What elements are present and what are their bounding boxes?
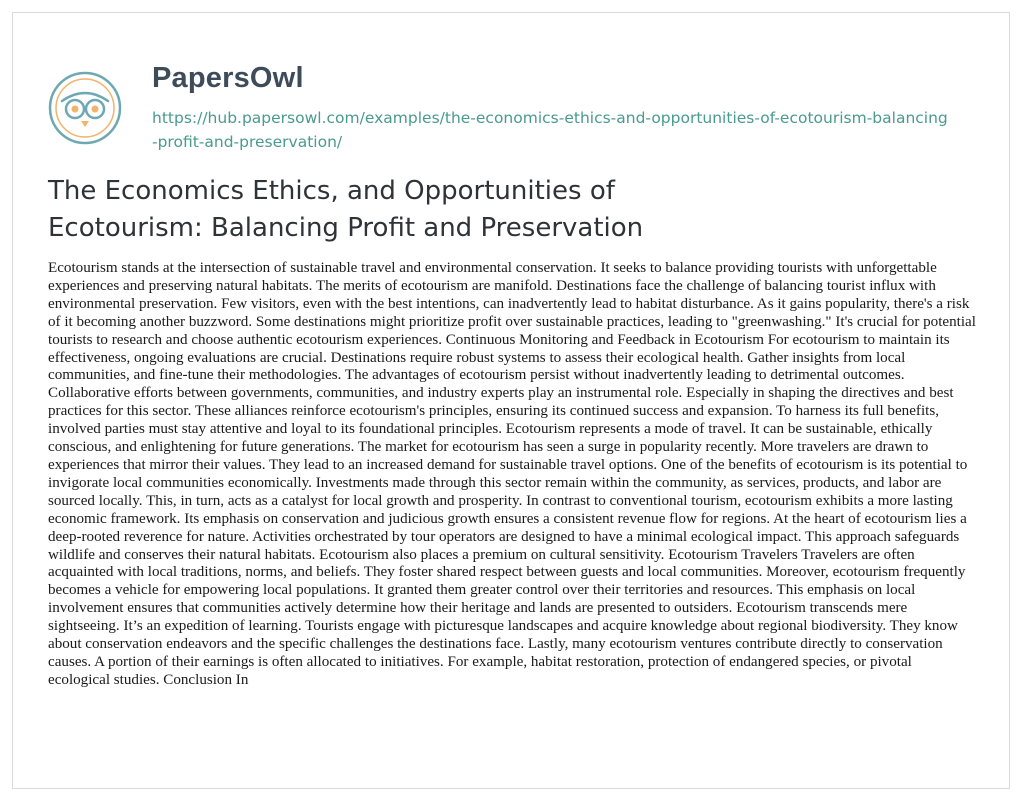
owl-logo-icon[interactable] bbox=[48, 71, 122, 145]
source-url-link[interactable]: https://hub.papersowl.com/examples/the-economics-ethics-and-opportunities-of-ecotourism-balancing-profit-and-preservation/ bbox=[152, 109, 948, 151]
article-body: Ecotourism stands at the intersection of sustainable travel and environmental conservation. It seeks to balance providing tourists with unforgettable experiences and preserving natural habitats. The merits of ecotourism are manifold. Destinations face the challenge of balancing tourist influx with environmental preservation. Few visitors, even with the best intentions, can inadvertently lead to habitat disturbance. As it gains popularity, there's a risk of it becoming another buzzword. Some destinations might prioritize profit over sustainable practices, leading to "greenwashing." It's crucial for potential tourists to research and choose authentic ecotourism experiences. Continuous Monitoring and Feedback in Ecotourism For ecotourism to maintain its effectiveness, ongoing evaluations are crucial. Destinations require robust systems to assess their ecological health. Gather insights from local communities, and fine-tune their methodologies. The advantages of ecotourism persist without inadvertently leading to detrimental outcomes. Collaborative efforts between governments, communities, and industry experts play an instrumental role. Especially in shaping the directives and best practices for this sector. These alliances reinforce ecotourism's principles, ensuring its continued success and expansion. To harness its full benefits, involved parties must stay attentive and loyal to its foundational principles. Ecotourism represents a mode of travel. It can be sustainable, ethically conscious, and enlightening for future generations. The market for ecotourism has seen a surge in popularity recently. More travelers are drawn to experiences that mirror their values. They lead to an increased demand for sustainable travel options. One of the benefits of ecotourism is its potential to invigorate local communities economically. Investments made through this sector remain within the community, as services, products, and labor are sourced locally. This, in turn, acts as a catalyst for local growth and prosperity. In contrast to conventional tourism, ecotourism exhibits a more lasting economic framework. Its emphasis on conservation and judicious growth ensures a consistent revenue flow for regions. At the heart of ecotourism lies a deep-rooted reverence for nature. Activities orchestrated by tour operators are designed to have a minimal ecological impact. This approach safeguards wildlife and conserves their natural habitats. Ecotourism also places a premium on cultural sensitivity. Ecotourism Travelers Travelers are often acquainted with local traditions, norms, and beliefs. They foster shared respect between guests and local communities. Moreover, ecotourism frequently becomes a vehicle for empowering local populations. It granted them greater control over their territories and resources. This emphasis on local involvement ensures that communities actively determine how their heritage and lands are presented to outsiders. Ecotourism transcends mere sightseeing. It’s an expedition of learning. Tourists engage with picturesque landscapes and acquire knowledge about regional biodiversity. They know about conservation endeavors and the specific challenges the destinations face. Lastly, many ecotourism ventures contribute directly to conservation causes. A portion of their earnings is often allocated to initiatives. For example, habitat restoration, protection of endangered species, or pivotal ecological studies. Conclusion In bbox=[48, 260, 976, 688]
article-title: The Economics Ethics, and Opportunities of Ecotourism: Balancing Profit and Preservation bbox=[48, 176, 644, 243]
page-header bbox=[48, 59, 988, 159]
brand-name[interactable]: PapersOwl bbox=[152, 62, 304, 94]
